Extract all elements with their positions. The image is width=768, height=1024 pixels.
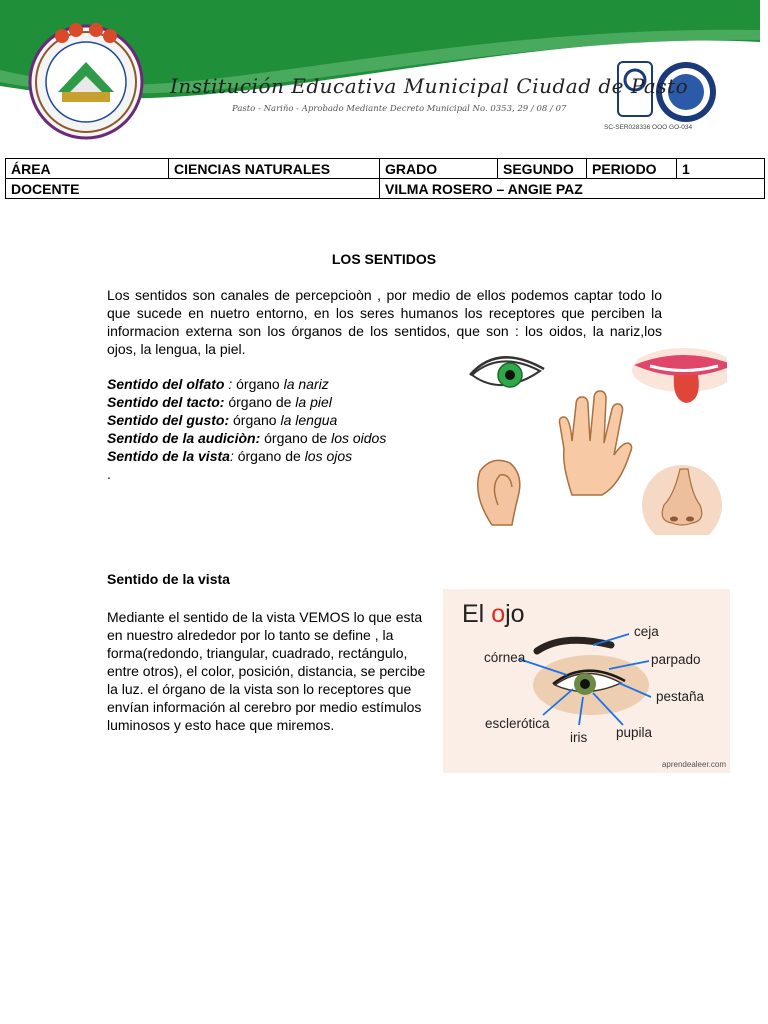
- grado-label: GRADO: [380, 159, 498, 179]
- sense-name: Sentido de la audiciòn:: [107, 430, 261, 446]
- sense-name: Sentido de la vista: [107, 448, 230, 464]
- sense-sep: :: [224, 376, 237, 392]
- nose-icon: [642, 465, 722, 535]
- sense-name: Sentido del tacto:: [107, 394, 225, 410]
- table-row: [6, 179, 765, 199]
- list-item: [107, 447, 386, 465]
- label-iris: iris: [570, 730, 588, 745]
- section-title: Sentido de la vista: [107, 571, 230, 587]
- sense-organ: los oidos: [331, 430, 387, 446]
- sense-prefix: órgano de: [228, 394, 296, 410]
- title-prefix: El: [462, 600, 492, 628]
- institution-name: Institución Educativa Municipal Ciudad de Pasto: [170, 74, 689, 98]
- label-esclerotica: esclerótica: [485, 716, 550, 731]
- docente-label: DOCENTE: [6, 179, 380, 199]
- periodo-label: PERIODO: [587, 159, 677, 179]
- eye-diagram: [443, 589, 730, 773]
- list-item: [107, 375, 386, 393]
- ear-icon: [478, 460, 520, 525]
- sense-prefix: órgano: [236, 376, 284, 392]
- school-seal: [30, 23, 142, 138]
- area-value: CIENCIAS NATURALES: [169, 159, 380, 179]
- header-banner: [0, 0, 768, 150]
- hand-icon: [560, 391, 632, 495]
- grado-value: SEGUNDO: [498, 159, 587, 179]
- label-parpado: parpado: [651, 652, 701, 667]
- certification-code: SC-SER028336 OOO GO-034: [604, 124, 693, 131]
- vista-paragraph: Mediante el sentido de la vista VEMOS lo que esta en nuestro alrededor por lo tanto se define , la forma(redondo, triangular, cuadrado, rectángulo, entre otros), el color, posición, distancia, se percibe la luz. el órgano de la vista son lo receptores que envían información al cerebro por medio estímulos luminosos y esto hace que miremos.: [107, 609, 426, 733]
- institution-subtitle: Pasto - Nariño - Aprobado Mediante Decreto Municipal No. 0353, 29 / 08 / 07: [232, 104, 567, 114]
- list-item: [107, 393, 386, 411]
- sense-organ: la nariz: [283, 376, 329, 392]
- trailing-dot: .: [107, 466, 111, 482]
- page-title: LOS SENTIDOS: [331, 251, 437, 267]
- image-credit: aprendealeer.com: [661, 760, 726, 769]
- list-item: [107, 429, 386, 447]
- periodo-value: 1: [677, 159, 765, 179]
- sense-prefix: órgano: [233, 412, 281, 428]
- label-ceja: ceja: [634, 624, 659, 639]
- title-highlight: o: [491, 600, 506, 628]
- sense-sep: :: [229, 448, 238, 464]
- title-suffix: jo: [505, 600, 525, 628]
- sense-name: Sentido del gusto:: [107, 412, 230, 428]
- eye-drawing: [443, 589, 730, 773]
- senses-list: [107, 375, 386, 483]
- sense-organ: la lengua: [280, 412, 338, 428]
- info-table: [5, 158, 765, 199]
- sense-name: Sentido del olfato: [107, 376, 225, 392]
- sense-organ: la piel: [295, 394, 332, 410]
- label-pestana: pestaña: [656, 689, 705, 704]
- sense-prefix: órgano de: [237, 448, 305, 464]
- intro-paragraph: Los sentidos son canales de percepcioòn , por medio de ellos podemos captar todo lo que sucede en nuetro entorno, en los seres humanos los receptores que perciben la informacion externa son los órganos de los sentidos, que son : los oidos, la nariz,los ojos, la lengua, la piel.: [107, 287, 662, 357]
- table-row: [6, 159, 765, 179]
- sense-organ: los ojos: [304, 448, 353, 464]
- eye-icon: [470, 357, 544, 387]
- area-label: ÁREA: [6, 159, 169, 179]
- sense-organs-illustration: [452, 345, 727, 535]
- docente-value: VILMA ROSERO – ANGIE PAZ: [380, 179, 765, 199]
- sense-prefix: órgano de: [264, 430, 332, 446]
- label-pupila: pupila: [616, 725, 653, 740]
- list-item: [107, 411, 386, 429]
- label-cornea: córnea: [484, 650, 526, 665]
- tongue-icon: [632, 348, 727, 403]
